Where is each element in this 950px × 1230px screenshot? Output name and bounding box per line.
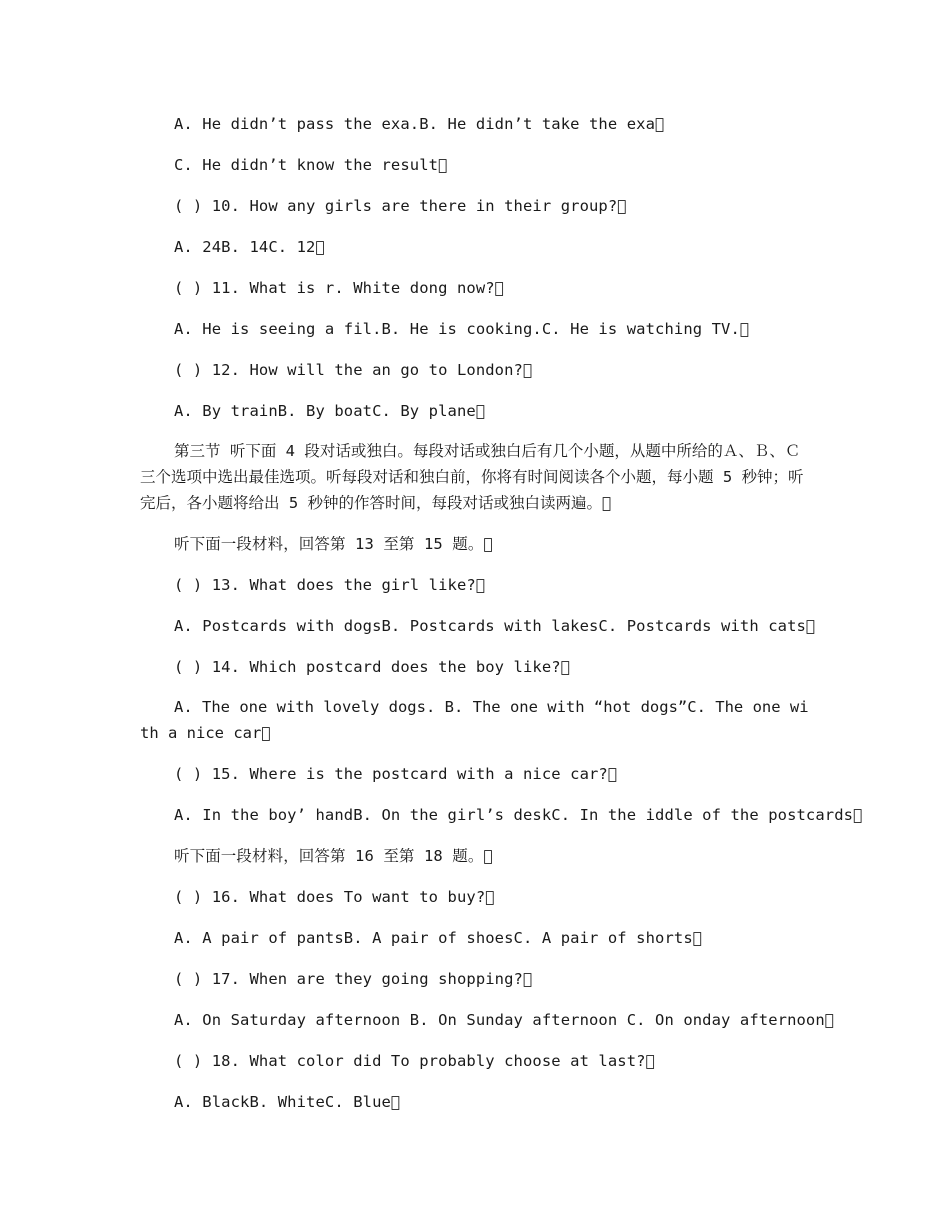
- material-heading-16-18: 听下面一段材料，回答第 16 至第 18 题。 : [174, 847, 493, 865]
- question-16: ( ) 16. What does To want to buy? : [174, 888, 495, 906]
- question-12: ( ) 12. How will the an go to London? : [174, 361, 533, 379]
- answer-options-9-cont: C. He didn’t know the result : [174, 156, 448, 174]
- question-13: ( ) 13. What does the girl like? : [174, 576, 486, 594]
- answer-options-15: A. In the boy’ handB. On the girl’s deskC. In the iddle of the postcards : [174, 806, 863, 824]
- question-15: ( ) 15. Where is the postcard with a nice car? : [174, 765, 618, 783]
- answer-options-17: A. On Saturday afternoon B. On Sunday afternoon C. On onday afternoon : [174, 1011, 835, 1029]
- answer-options-16: A. A pair of pantsB. A pair of shoesC. A pair of shorts : [174, 929, 703, 947]
- question-17: ( ) 17. When are they going shopping? : [174, 970, 533, 988]
- question-11: ( ) 11. What is r. White dong now? : [174, 279, 505, 297]
- question-18: ( ) 18. What color did To probably choose at last? : [174, 1052, 656, 1070]
- answer-options-9: A. He didn’t pass the exa.B. He didn’t take the exa : [174, 115, 665, 133]
- answer-options-14: A. The one with lovely dogs. B. The one with “hot dogs”C. The one with a nice car : [140, 698, 809, 742]
- answer-options-18: A. BlackB. WhiteC. Blue : [174, 1093, 401, 1111]
- material-heading-13-15: 听下面一段材料，回答第 13 至第 15 题。 : [174, 535, 493, 553]
- answer-options-13: A. Postcards with dogsB. Postcards with lakesC. Postcards with cats : [174, 617, 816, 635]
- section-3-instructions: 第三节 听下面 4 段对话或独白。每段对话或独白后有几个小题，从题中所给的Ａ、Ｂ、Ｃ 三个选项中选出最佳选项。听每段对话和独白前，你将有时间阅读各个小题，每小题 5 秒钟；听完后，各小题将给出 5 秒钟的作答时间，每段对话或独白读两遍。 : [140, 442, 804, 512]
- question-10: ( ) 10. How any girls are there in their group? : [174, 197, 627, 215]
- answer-options-12: A. By trainB. By boatC. By plane : [174, 402, 486, 420]
- answer-options-11: A. He is seeing a fil.B. He is cooking.C. He is watching TV. : [174, 320, 750, 338]
- answer-options-10: A. 24B. 14C. 12 : [174, 238, 325, 256]
- question-14: ( ) 14. Which postcard does the boy like? : [174, 658, 571, 676]
